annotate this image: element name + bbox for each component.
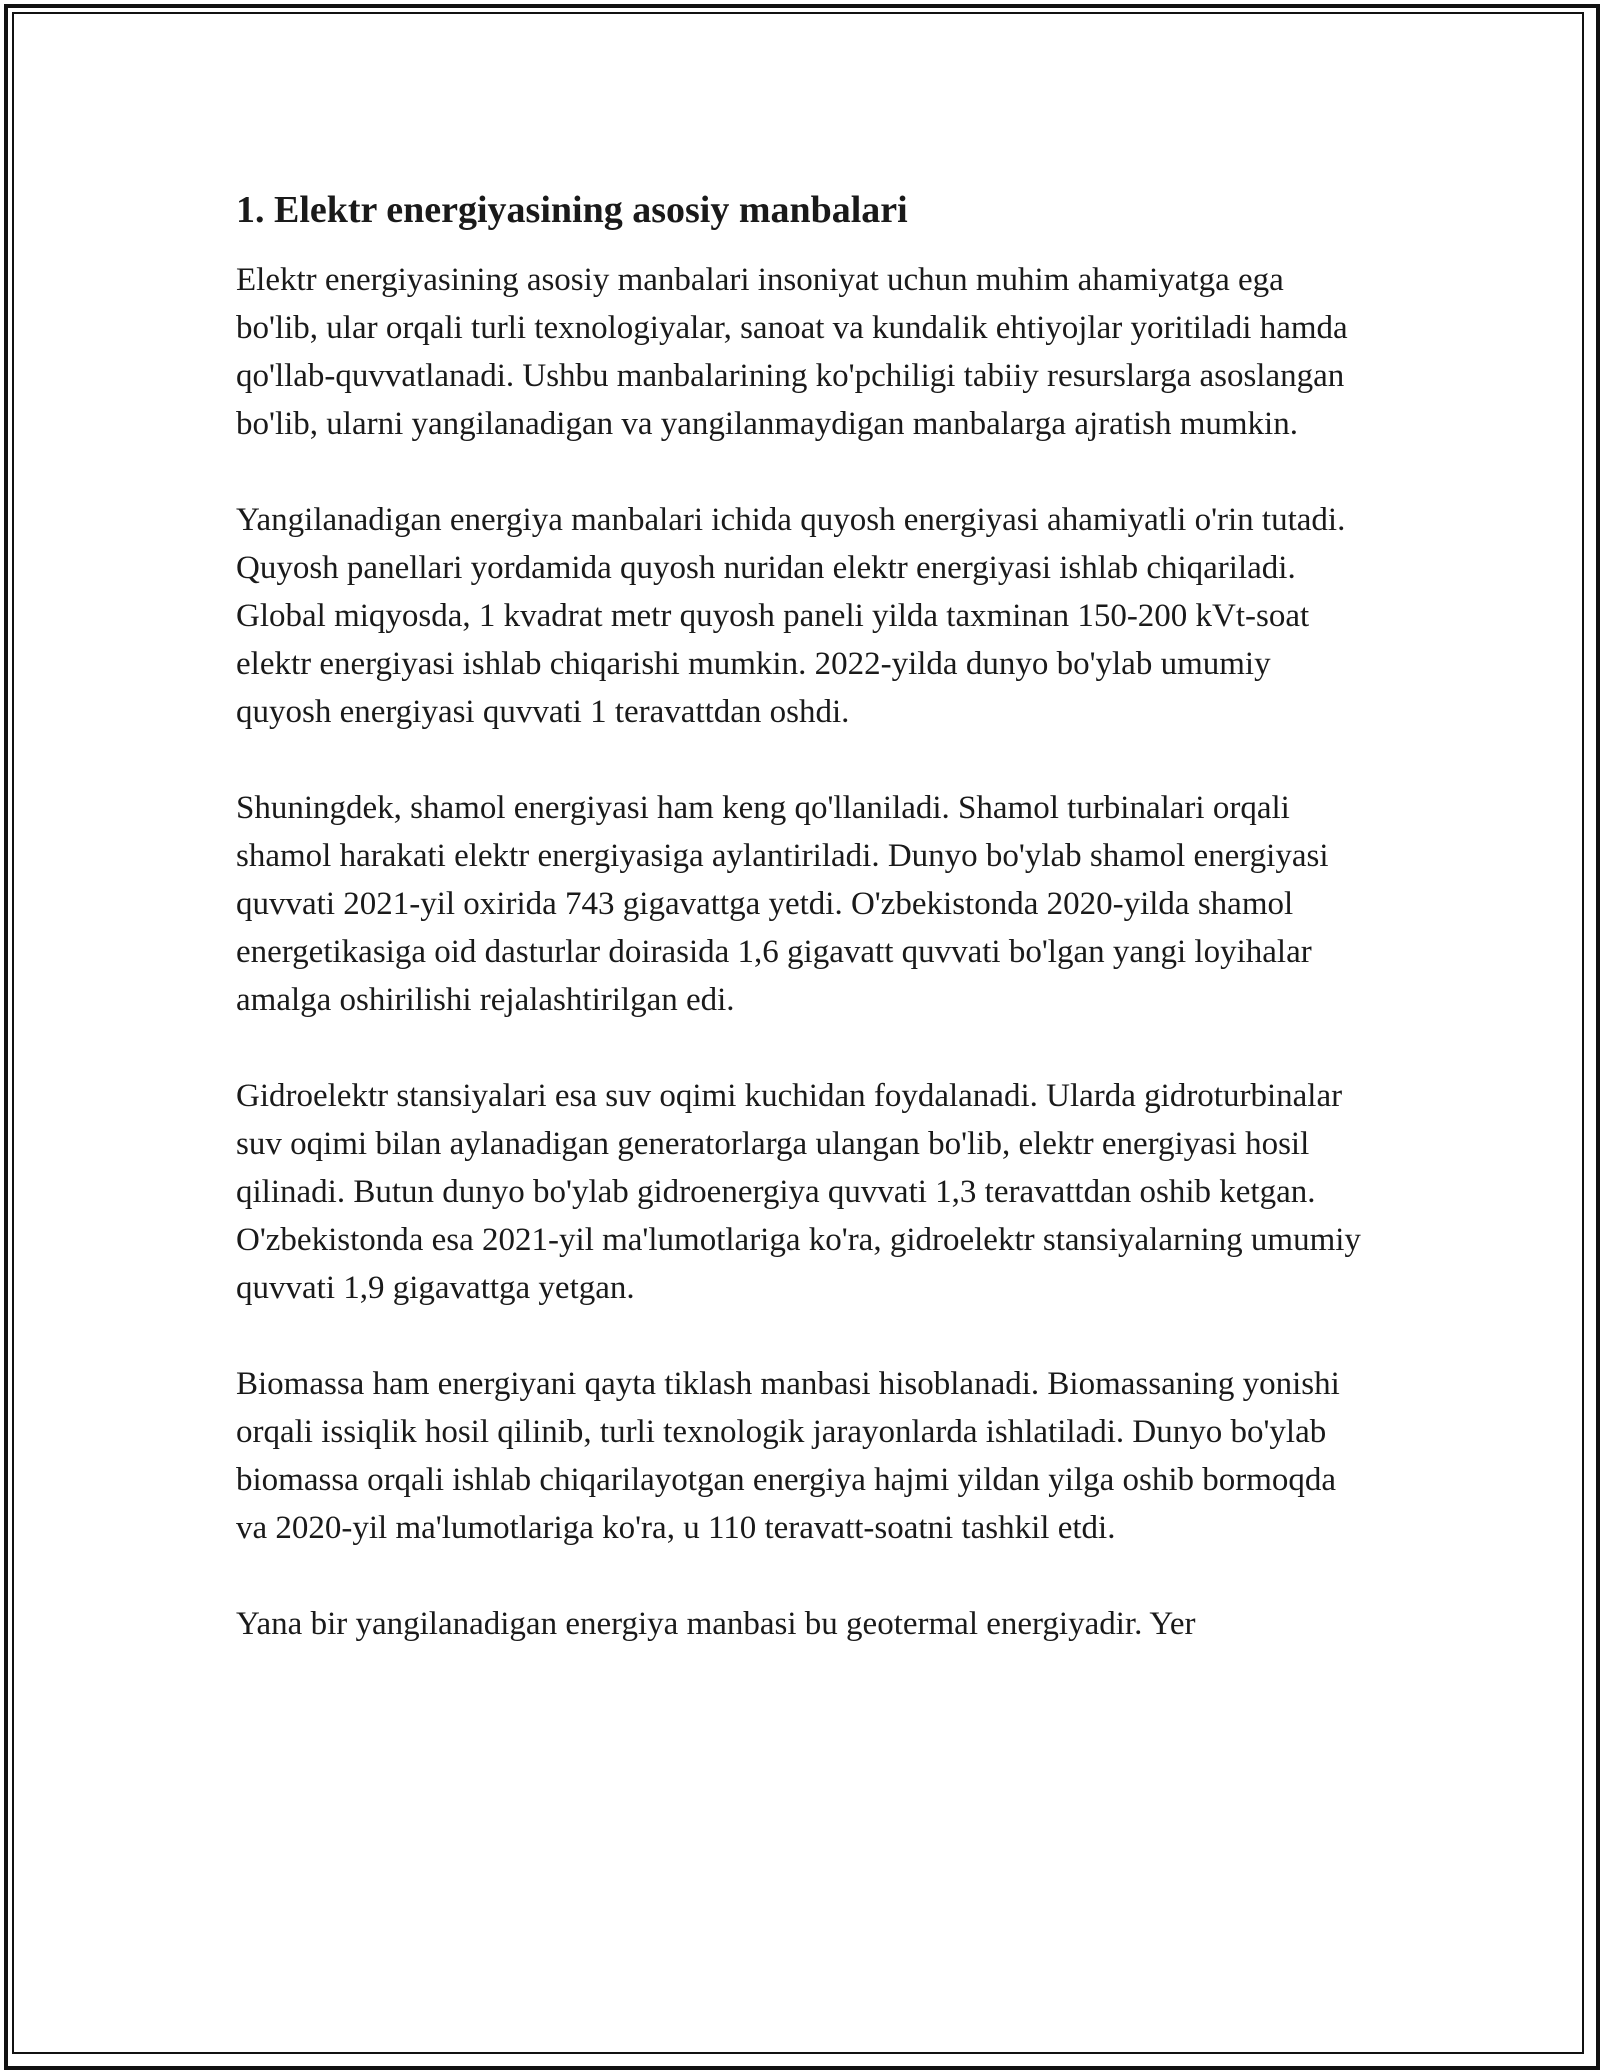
section-heading: 1. Elektr energiyasining asosiy manbalari <box>236 189 908 231</box>
document-body <box>236 186 1371 1696</box>
paragraph-biomass: Biomassa ham energiyani qayta tiklash manbasi hisoblanadi. Biomassaning yonishi orqali issiqlik hosil qilinib, turli texnologik jarayonlarda ishlatiladi. Dunyo bo'ylab biomassa orqali ishlab chiqarilayotgan energiya hajmi yildan yilga oshib bormoqda va 2020-yil ma'lumotlariga ko'ra, u 110 teravatt-soatni tashkil etdi. <box>236 1366 1340 1546</box>
paragraph-geothermal: Yana bir yangilanadigan energiya manbasi bu geotermal energiyadir. Yer <box>236 1606 1196 1642</box>
paragraph-wind: Shuningdek, shamol energiyasi ham keng qo'llaniladi. Shamol turbinalari orqali shamol harakati elektr energiyasiga aylantiriladi. Dunyo bo'ylab shamol energiyasi quvvati 2021-yil oxirida 743 gigavattga yetdi. O'zbekistonda 2020-yilda shamol energetikasiga oid dasturlar doirasida 1,6 gigavatt quvvati bo'lgan yangi loyihalar amalga oshirilishi rejalashtirilgan edi. <box>236 790 1329 1018</box>
paragraph-intro: Elektr energiyasining asosiy manbalari insoniyat uchun muhim ahamiyatga ega bo'lib, ular orqali turli texnologiyalar, sanoat va kundalik ehtiyojlar yoritiladi hamda qo'llab-quvvatlanadi. Ushbu manbalarining ko'pchiligi tabiiy resurslarga asoslangan bo'lib, ularni yangilanadigan va yangilanmaydigan manbalarga ajratish mumkin. <box>236 262 1348 442</box>
paragraph-solar: Yangilanadigan energiya manbalari ichida quyosh energiyasi ahamiyatli o'rin tutadi. Quyosh panellari yordamida quyosh nuridan elektr energiyasi ishlab chiqariladi. Global miqyosda, 1 kvadrat metr quyosh paneli yilda taxminan 150-200 kVt-soat elektr energiyasi ishlab chiqarishi mumkin. 2022-yilda dunyo bo'ylab umumiy quyosh energiyasi quvvati 1 teravattdan oshdi. <box>236 502 1346 730</box>
paragraph-hydro: Gidroelektr stansiyalari esa suv oqimi kuchidan foydalanadi. Ularda gidroturbinalar suv oqimi bilan aylanadigan generatorlarga ulangan bo'lib, elektr energiyasi hosil qilinadi. Butun dunyo bo'ylab gidroenergiya quvvati 1,3 teravattdan oshib ketgan. O'zbekistonda esa 2021-yil ma'lumotlariga ko'ra, gidroelektr stansiyalarning umumiy quvvati 1,9 gigavattga yetgan. <box>236 1078 1361 1306</box>
